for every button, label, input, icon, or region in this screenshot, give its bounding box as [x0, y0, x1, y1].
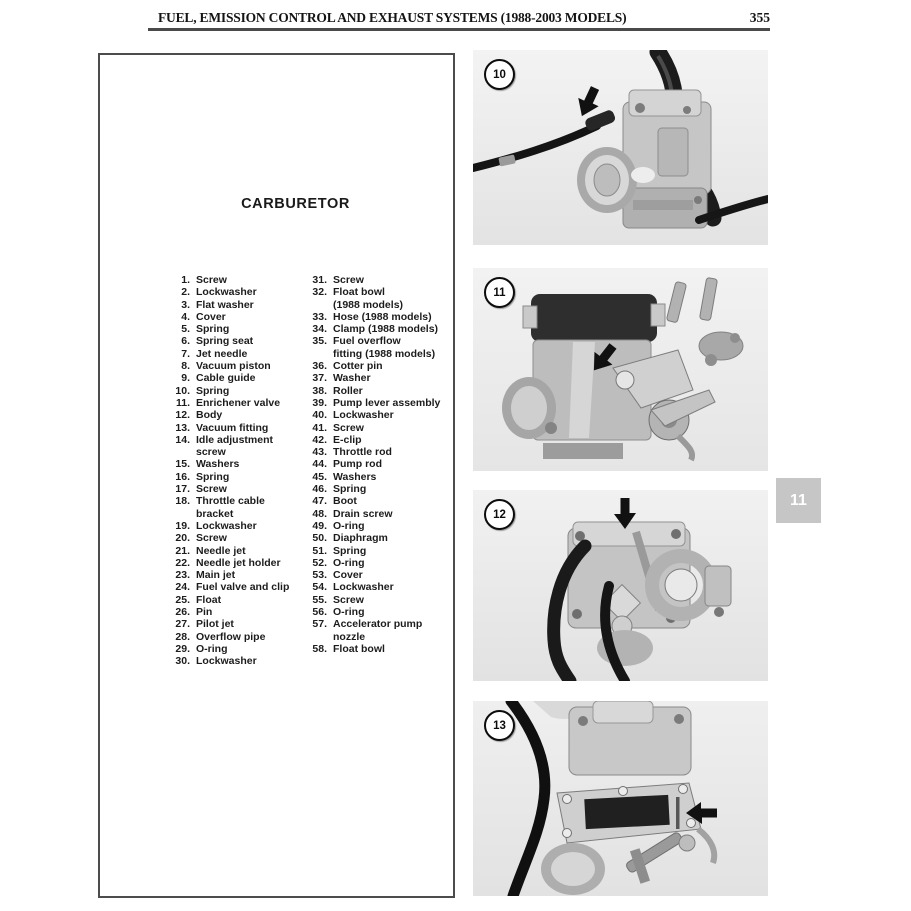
part-item: 10. Spring — [175, 384, 230, 397]
part-item: 33. Hose (1988 models) — [312, 310, 432, 323]
part-item: 14. Idle adjustment screw — [175, 433, 274, 459]
part-item: 21. Needle jet — [175, 544, 246, 557]
part-item: 2. Lockwasher — [181, 286, 257, 299]
page-header — [148, 6, 770, 31]
part-item: 51. Spring — [312, 544, 367, 557]
part-item: 57. Accelerator pump nozzle — [312, 618, 423, 643]
figure-12-badge: 12 — [484, 499, 515, 530]
part-item: 54. Lockwasher — [312, 581, 394, 594]
part-item: 13. Vacuum fitting — [175, 421, 269, 434]
part-item: 29. O-ring — [175, 642, 228, 655]
part-item: 39. Pump lever assembly — [312, 396, 441, 409]
part-item: 24. Fuel valve and clip — [175, 581, 290, 594]
part-item: 4. Cover — [181, 310, 226, 323]
carburetor-parts-box — [98, 53, 455, 898]
figure-12-photo — [473, 490, 768, 681]
figure-11-badge: 11 — [484, 277, 515, 308]
part-item: 1. Screw — [181, 274, 227, 286]
figure-12 — [473, 490, 768, 681]
part-item: 26. Pin — [175, 606, 213, 619]
part-item: 38. Roller — [312, 384, 363, 397]
part-item: 34. Clamp (1988 models) — [312, 323, 439, 336]
figure-13 — [473, 701, 768, 896]
part-item: 30. Lockwasher — [175, 655, 257, 668]
part-item: 9. Cable guide — [181, 372, 256, 385]
part-item: 36. Cotter pin — [312, 360, 383, 373]
part-item: 6. Spring seat — [181, 335, 254, 348]
part-item: 18. Throttle cable bracket — [175, 495, 265, 520]
figure-13-photo — [473, 701, 768, 896]
part-item: 20. Screw — [175, 532, 227, 545]
part-item: 55. Screw — [312, 593, 364, 606]
part-item: 3. Flat washer — [181, 298, 254, 311]
part-item: 46. Spring — [312, 483, 367, 496]
parts-box-title: CARBURETOR — [241, 196, 350, 212]
part-item: 40. Lockwasher — [312, 409, 394, 422]
part-item: 28. Overflow pipe — [175, 630, 266, 643]
part-item: 58. Float bowl — [312, 642, 385, 655]
part-item: 11. Enrichener valve — [175, 396, 281, 409]
figure-13-badge: 13 — [484, 710, 515, 741]
parts-list-column-2 — [307, 274, 453, 655]
part-item: 32. Float bowl (1988 models) — [312, 286, 404, 311]
part-item: 41. Screw — [312, 421, 364, 434]
part-item: 15. Washers — [175, 458, 240, 471]
part-item: 17. Screw — [175, 483, 227, 496]
figure-11-photo — [473, 268, 768, 471]
part-item: 8. Vacuum piston — [181, 360, 271, 373]
part-item: 5. Spring — [181, 323, 230, 336]
part-item: 47. Boot — [312, 495, 357, 508]
part-item: 7. Jet needle — [181, 347, 248, 360]
part-item: 52. O-ring — [312, 556, 365, 569]
header-title: FUEL, EMISSION CONTROL AND EXHAUST SYSTEMS (1988-2003 MODELS) — [158, 10, 627, 25]
part-item: 56. O-ring — [312, 606, 365, 619]
part-item: 12. Body — [175, 409, 223, 422]
part-item: 42. E-clip — [312, 433, 362, 446]
part-item: 25. Float — [175, 593, 222, 606]
part-item: 31. Screw — [312, 274, 364, 286]
part-item: 22. Needle jet holder — [175, 556, 281, 569]
part-item: 44. Pump rod — [312, 458, 382, 471]
part-item: 49. O-ring — [312, 519, 365, 532]
part-item: 48. Drain screw — [312, 507, 393, 520]
part-item: 53. Cover — [312, 569, 363, 582]
figure-11 — [473, 268, 768, 471]
figure-10-photo — [473, 50, 768, 245]
parts-list-column-1 — [170, 274, 306, 668]
figure-10-badge: 10 — [484, 59, 515, 90]
part-item: 19. Lockwasher — [175, 519, 257, 532]
part-item: 43. Throttle rod — [312, 446, 392, 459]
part-item: 23. Main jet — [175, 569, 236, 582]
page-number: 355 — [749, 10, 770, 25]
figure-10 — [473, 50, 768, 245]
chapter-tab: 11 — [776, 478, 821, 523]
part-item: 37. Washer — [312, 372, 371, 385]
part-item: 45. Washers — [312, 470, 377, 483]
part-item: 27. Pilot jet — [175, 618, 234, 631]
part-item: 50. Diaphragm — [312, 532, 388, 545]
part-item: 35. Fuel overflow fitting (1988 models) — [312, 335, 436, 360]
part-item: 16. Spring — [175, 470, 230, 483]
